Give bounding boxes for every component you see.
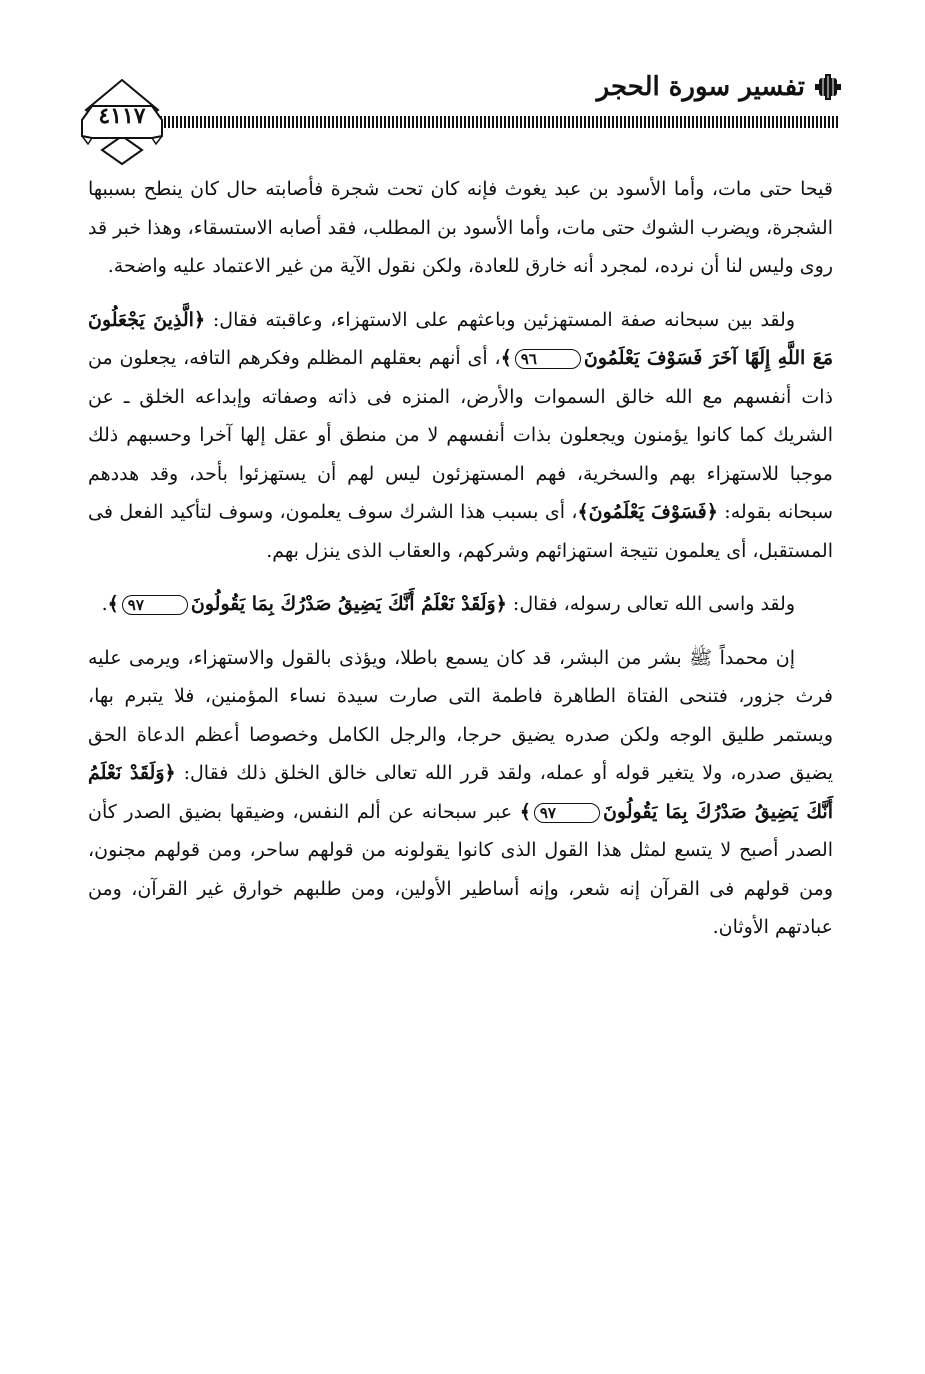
quran-verse: ﴿وَلَقَدْ نَعْلَمُ أَنَّكَ يَضِيقُ صَدْرُكَ بِمَا يَقُولُونَ — [88, 762, 833, 823]
header-flower-ornament-icon — [815, 74, 841, 100]
ayah-number: ٩٦ — [515, 349, 581, 369]
paragraph-text: عبر سبحانه عن ألم النفس، وضيقها بضيق الصدر كأن الصدر أصبح لا يتسع لمثل هذا القول الذى كانوا يقولونه من قولهم ساحر، ومن قولهم مجنون، ومن قولهم فى القرآن إنه شعر، وإنه أساطير الأولين، ومن طلبهم خوارق غير القرآن، ومن عبادتهم الأوثان. — [88, 800, 833, 938]
paragraph — [88, 639, 833, 947]
quran-verse-close: ﴾ — [519, 800, 531, 823]
paragraph-text: . — [101, 593, 108, 615]
paragraph — [88, 301, 833, 571]
ayah-number: ٩٧ — [534, 803, 600, 823]
quran-verse: ﴿الَّذِينَ يَجْعَلُونَ مَعَ اللَّهِ إِلَهًا آخَرَ فَسَوْفَ يَعْلَمُونَ — [88, 308, 833, 369]
body-text — [88, 170, 833, 947]
page-number: ٤١١٧ — [98, 103, 146, 129]
quran-verse: ﴿وَلَقَدْ نَعْلَمُ أَنَّكَ يَضِيقُ صَدْرُكَ بِمَا يَقُولُونَ — [190, 593, 507, 615]
header-rule — [160, 116, 839, 128]
paragraph-text: ، أى أنهم بعقلهم المظلم وفكرهم التافه، يجعلون من ذات أنفسهم مع الله خالق السموات والأرض، المنزه فى ذاته وصفاته وإبداعه الخلق ـ عن الشريك كما كانوا يؤمنون ويجعلون بذات أنفسهم لا من منطق أو عقل إلها آخرا وحسبهم ذلك موجبا للاستهزاء بهم والسخرية، فهم المستهزئون ليس لهم أن يستهزئوا بأحد، وقد هددهم سبحانه بقوله: — [88, 347, 834, 523]
paragraph — [88, 585, 833, 624]
quran-verse-close: ﴾ — [107, 593, 119, 615]
paragraph-text: إن محمداً ﷺ بشر من البشر، قد كان يسمع باطلا، ويؤذى بالقول والاستهزاء، ويرمى عليه فرث جزور، فتنحى الفتاة الطاهرة فاطمة التى صارت سيدة نساء المؤمنين، فلا يتبرم بها، ويستمر طليق الوجه ولكن صدره يضيق حرجا، والرجل الكامل وخصوصا أعظم الدعاة الحق يضيق صدره، ولا يتغير قوله أو عمله، ولقد قرر الله تعالى خالق الخلق ذلك فقال: — [88, 646, 833, 784]
paragraph — [88, 170, 833, 286]
quran-verse: ﴿فَسَوْفَ يَعْلَمُونَ﴾ — [577, 501, 718, 523]
paragraph-text: قيحا حتى مات، وأما الأسود بن عبد يغوث فإنه كان تحت شجرة فأصابته حال كان ينطح بسببها الشجرة، ويضرب الشوك حتى مات، وأما الأسود بن المطلب، فقد أصابه الاستسقاء، وهذا خبر قد روى وليس لنا أن نرده، لمجرد أنه خارق للعادة، ولكن نقول الآية من غير الاعتماد عليه واضحة. — [88, 178, 833, 277]
paragraph-text: ولقد واسى الله تعالى رسوله، فقال: — [506, 593, 795, 615]
page-header — [0, 0, 925, 170]
ayah-number: ٩٧ — [122, 595, 188, 615]
header-title: تفسير سورة الحجر — [596, 72, 805, 102]
paragraph-text: ، أى بسبب هذا الشرك سوف يعلمون، وسوف لتأكيد الفعل فى المستقبل، أى يعلمون نتيجة استهزائهم وشركهم، والعقاب الذى ينزل بهم. — [88, 501, 833, 562]
paragraph-text: ولقد بين سبحانه صفة المستهزئين وباعثهم على الاستهزاء، وعاقبته فقال: — [205, 308, 795, 331]
quran-verse-close: ﴾ — [500, 347, 512, 369]
